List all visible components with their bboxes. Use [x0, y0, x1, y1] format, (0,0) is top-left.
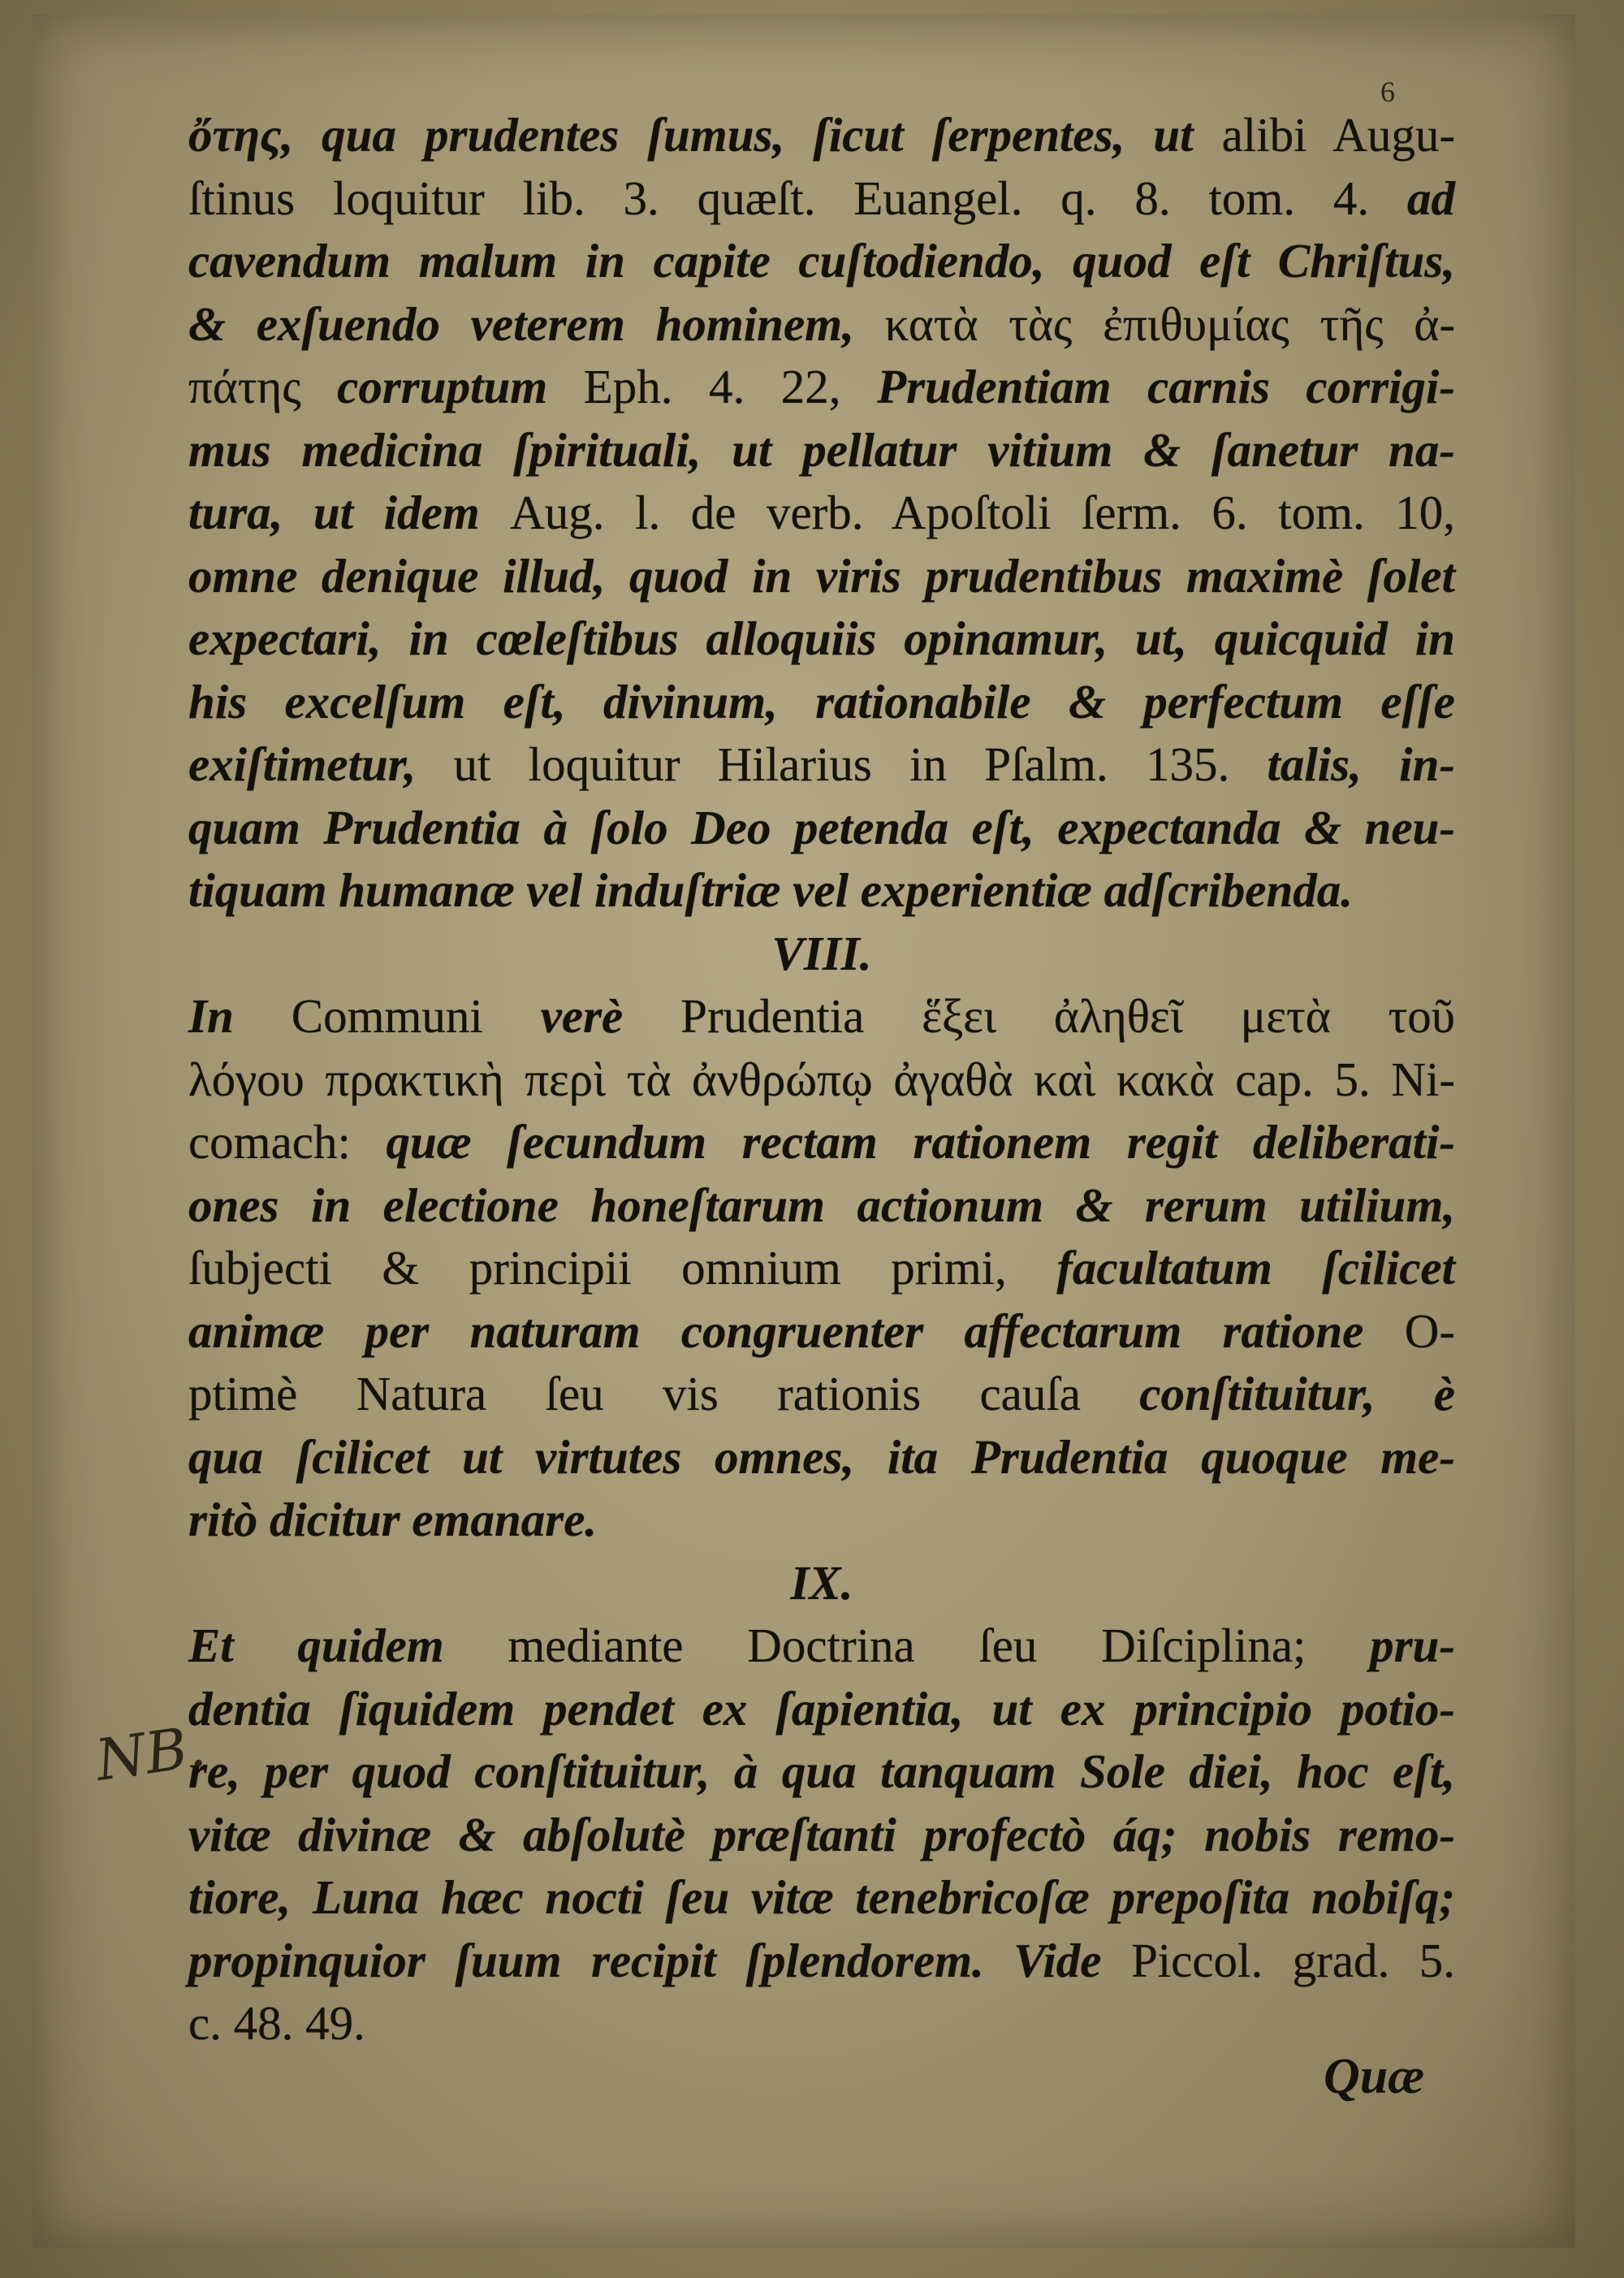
text-line: [188, 1048, 1455, 1112]
italic-text: vitæ divinæ & abſolutè præſtanti profectò áq; nobis remo-: [188, 1807, 1455, 1861]
text-line: [188, 1614, 1455, 1678]
text-line: [188, 671, 1455, 734]
roman-text: comach:: [188, 1115, 387, 1169]
text-line: [188, 1489, 1455, 1552]
italic-text: tiquam humanæ vel induſtriæ vel experientiæ adſcribenda.: [188, 863, 1354, 917]
text-line: [188, 797, 1455, 860]
text-line: [188, 545, 1455, 608]
italic-text: Et quidem: [188, 1619, 508, 1672]
italic-text: omne denique illud, quod in viris prudentibus maximè ſolet: [188, 548, 1455, 603]
roman-text: Communi: [291, 989, 541, 1043]
text-line: [188, 985, 1455, 1048]
italic-text: dentia ſiquidem pendet ex ſapientia, ut ex principio potio-: [188, 1681, 1455, 1736]
italic-text: exiſtimetur,: [188, 737, 454, 791]
text-line: [188, 230, 1455, 293]
italic-text: ad: [1407, 171, 1455, 225]
text-line: [188, 356, 1455, 419]
catchword: Quæ: [1324, 2049, 1425, 2104]
section-number: [188, 923, 1455, 986]
text-line: [188, 1426, 1455, 1489]
italic-text: mus medicina ſpirituali, ut pellatur vitium & ſanetur na-: [188, 422, 1455, 477]
roman-text: Piccol. grad. 5.: [1130, 1933, 1456, 1987]
text-line: [188, 167, 1455, 231]
italic-text: ritò dicitur emanare.: [188, 1493, 598, 1546]
roman-text: ſubjecti & principii omnium primi,: [188, 1241, 1057, 1295]
roman-text: mediante Doctrina ſeu Diſciplina;: [508, 1619, 1371, 1672]
roman-text: Prudentia ἕξει ἀληθεῖ μετὰ τοῦ: [680, 989, 1455, 1043]
text-line: [188, 1992, 1455, 2055]
italic-text: corruptum: [337, 360, 584, 413]
text-line: [188, 1111, 1455, 1174]
roman-text: alibi Augu-: [1221, 108, 1455, 162]
text-line: [188, 1930, 1455, 1993]
roman-text: Aug. l. de verb. Apoſtoli ſerm. 6. tom. 10,: [510, 486, 1455, 539]
roman-text: ut loquitur Hilarius in Pſalm. 135.: [453, 737, 1268, 791]
italic-text: ones in electione honeſtarum actionum & rerum utilium,: [188, 1178, 1455, 1232]
text-line: [188, 1363, 1455, 1426]
body-text: [188, 104, 1455, 2055]
italic-text: expectari, in cœleſtibus alloquiis opinamur, ut, quicquid in: [188, 612, 1455, 665]
text-line: [188, 1678, 1455, 1741]
italic-text: verè: [540, 989, 681, 1043]
text-line: [188, 1740, 1455, 1804]
italic-text: animæ per naturam congruenter affectarum ratione: [188, 1303, 1405, 1358]
italic-text: quæ ſecundum rectam rationem regit deliberati-: [386, 1115, 1455, 1169]
text-line: [188, 1174, 1455, 1238]
roman-text: ſtinus loquitur lib. 3. quæſt. Euangel. q. 8. tom. 4.: [188, 171, 1407, 225]
italic-text: facultatum ſcilicet: [1056, 1241, 1455, 1295]
italic-text: qua ſcilicet ut virtutes omnes, ita Prudentia quoque me-: [188, 1429, 1455, 1484]
italic-text: pru-: [1370, 1619, 1455, 1672]
text-line: [188, 1237, 1455, 1300]
text-line: [188, 859, 1455, 923]
text-line: [188, 104, 1455, 167]
italic-text: tura, ut idem: [188, 486, 511, 539]
roman-text: O-: [1404, 1303, 1455, 1358]
italic-text: cavendum malum in capite cuſtodiendo, quod eſt Chriſtus,: [188, 234, 1455, 287]
italic-text: talis, in-: [1267, 737, 1455, 791]
italic-text: ὄτης, qua prudentes ſumus, ſicut ſerpentes, ut: [188, 108, 1222, 162]
text-line: [188, 733, 1455, 797]
italic-text: In: [188, 989, 292, 1043]
italic-text: quam Prudentia à ſolo Deo petenda eſt, expectanda & neu-: [188, 800, 1455, 854]
italic-text: IX.: [790, 1555, 853, 1610]
text-line: [188, 1866, 1455, 1930]
roman-text: πάτης: [188, 360, 338, 413]
italic-text: tiore, Luna hæc nocti ſeu vitæ tenebricoſæ prepoſita nobiſq;: [188, 1870, 1455, 1924]
italic-text: re, per quod conſtituitur, à qua tanquam Sole diei, hoc eſt,: [188, 1744, 1455, 1798]
marginal-note: NB.: [91, 1713, 210, 1794]
folio-number: 6: [1380, 76, 1395, 108]
italic-text: his excelſum eſt, divinum, rationabile & perfectum eſſe: [188, 674, 1455, 728]
italic-text: conſtituitur, è: [1139, 1367, 1455, 1420]
text-line: [188, 419, 1455, 482]
section-number: [188, 1552, 1455, 1615]
roman-text: cap. 5. Ni-: [1235, 1052, 1455, 1106]
text-line: [188, 482, 1455, 545]
text-line: [188, 607, 1455, 671]
roman-text: λόγου πρακτικὴ περὶ τὰ ἀνθρώπῳ ἀγαθὰ καὶ κακὰ: [188, 1052, 1236, 1106]
roman-text: Eph. 4. 22,: [583, 360, 878, 413]
text-line: [188, 1300, 1455, 1364]
italic-text: VIII.: [771, 926, 872, 980]
text-line: [188, 293, 1455, 357]
roman-text: c. 48. 49.: [188, 1996, 365, 2050]
italic-text: propinquior ſuum recipit ſplendorem. Vide: [188, 1933, 1131, 1987]
roman-text: ptimè Natura ſeu vis rationis cauſa: [188, 1367, 1140, 1420]
italic-text: Prudentiam carnis corrigi-: [877, 360, 1455, 413]
italic-text: & exſuendo veterem hominem,: [188, 296, 885, 351]
roman-text: κατὰ τὰς ἐπιθυμίας τῆς ἀ-: [884, 296, 1455, 351]
text-line: [188, 1804, 1455, 1867]
